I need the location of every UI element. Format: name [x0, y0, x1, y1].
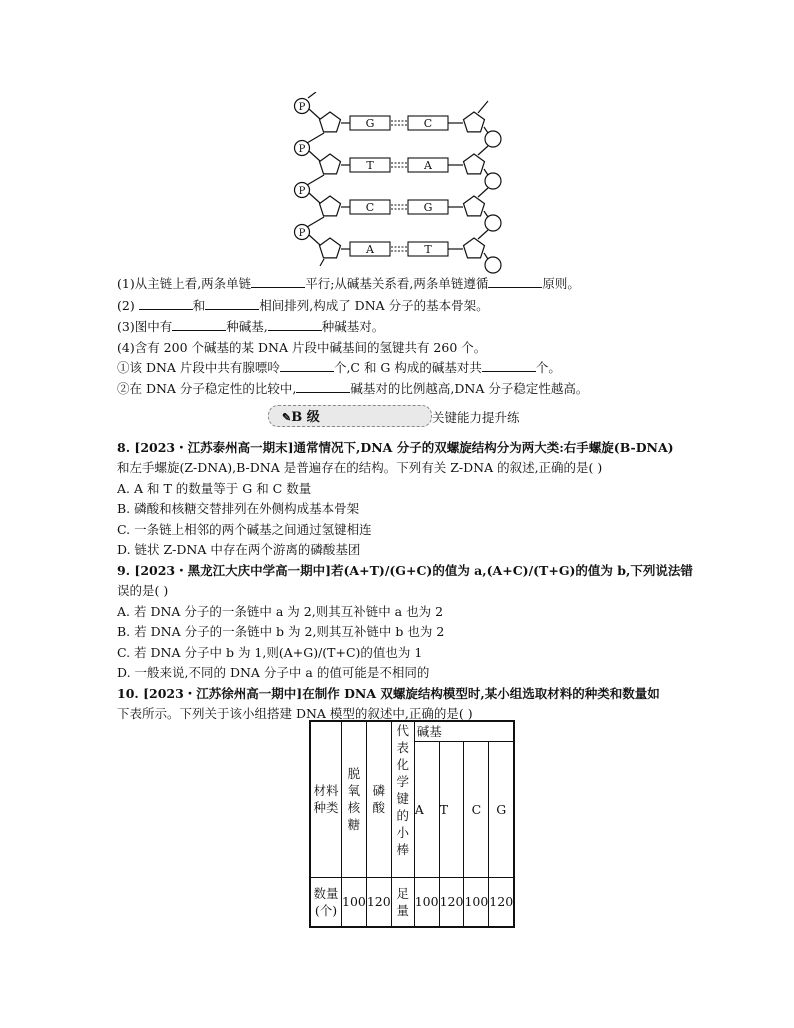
header-base-t: T: [439, 741, 464, 877]
blank: [251, 275, 305, 288]
blank: [139, 297, 193, 310]
q9-option-c: C. 若 DNA 分子中 b 为 1,则(A+G)/(T+C)的值也为 1: [117, 645, 423, 660]
base-pairs: [341, 116, 463, 256]
q7-item-5: ①该 DNA 片段中共有腺嘌呤 个,C 和 G 构成的碱基对共 个。: [117, 360, 561, 375]
cell-phosphate: 120: [366, 877, 391, 927]
q9-option-a: A. 若 DNA 分子的一条链中 a 为 2,则其互补链中 a 也为 2: [117, 604, 444, 619]
base-label-left: T: [366, 159, 374, 172]
cell-stick: 足量: [391, 877, 414, 927]
phosphate-label: P: [298, 144, 306, 155]
header-stick: 代表化学键的小棒: [391, 721, 414, 877]
deoxyribose-pentagon: [320, 112, 341, 132]
header-base-c: C: [464, 741, 489, 877]
phosphate-circle: [485, 215, 501, 231]
phosphate-label: P: [298, 102, 306, 113]
blank: [488, 275, 542, 288]
phosphodiester-bond: [484, 127, 488, 133]
strand-end: [308, 92, 316, 98]
materials-table: [309, 720, 515, 928]
section-label: ✎B 级: [282, 410, 320, 425]
backbone-link: [478, 230, 488, 239]
q7-item-2: (2) 和 相间排列,构成了 DNA 分子的基本骨架。: [117, 298, 489, 313]
right-strand: [464, 101, 502, 273]
q10-stem-line-1: 10. [2023・江苏徐州高一期中]在制作 DNA 双螺旋结构模型时,某小组选取材料的种类和数量如: [117, 686, 660, 701]
header-base-a: A: [414, 741, 439, 877]
cell-sugar: 100: [342, 877, 367, 927]
phosphate-circle: [485, 257, 501, 273]
cell-a: 100: [414, 877, 439, 927]
q7-item-4: (4)含有 200 个碱基的某 DNA 片段中碱基间的氢键共有 260 个。: [117, 340, 487, 355]
backbone-link: [478, 188, 488, 197]
deoxyribose-pentagon: [320, 238, 341, 258]
deoxyribose-pentagon: [320, 154, 341, 174]
phosphate-label: P: [298, 186, 306, 197]
q8-stem-line-2: 和左手螺旋(Z-DNA),B-DNA 是普遍存在的结构。下列有关 Z-DNA 的叙述,正确的是( ): [117, 460, 603, 475]
q9-stem-line-2: 误的是( ): [117, 583, 169, 598]
q8-stem-line-1: 8. [2023・江苏泰州高一期末]通常情况下,DNA 分子的双螺旋结构分为两大类:右手螺旋(B-DNA): [117, 440, 674, 455]
base-label-right: T: [424, 243, 432, 256]
section-title: 关键能力提升练: [432, 410, 520, 425]
base-label-left: G: [365, 117, 375, 130]
backbone-link: [307, 133, 324, 143]
deoxyribose-pentagon: [320, 196, 341, 216]
q9-stem-line-1: 9. [2023・黑龙江大庆中学高一期中]若(A+T)/(G+C)的值为 a,(A+C)/(T+G)的值为 b,下列说法错: [117, 563, 693, 578]
cell-c: 100: [464, 877, 489, 927]
q8-option-d: D. 链状 Z-DNA 中存在两个游离的磷酸基团: [117, 542, 361, 557]
base-label-right: G: [423, 201, 433, 214]
phosphodiester-bond: [484, 211, 488, 217]
dna-structure-diagram: [288, 92, 518, 274]
q7-item-3: (3)图中有 种碱基, 种碱基对。: [117, 319, 385, 334]
phosphodiester-bond: [309, 151, 320, 161]
phosphate-circle: [485, 173, 501, 189]
backbone-link: [307, 175, 324, 185]
blank: [205, 297, 259, 310]
deoxyribose-pentagon: [464, 196, 485, 216]
q9-option-b: B. 若 DNA 分子的一条链中 b 为 2,则其互补链中 b 也为 2: [117, 624, 445, 639]
base-label-right: A: [424, 159, 432, 172]
phosphodiester-bond: [484, 169, 488, 175]
base-label-left: A: [366, 243, 374, 256]
q7-item-1: (1)从主链上看,两条单链 平行;从碱基关系看,两条单链遵循 原则。: [117, 276, 580, 291]
blank: [296, 380, 350, 393]
q7-item-6: ②在 DNA 分子稳定性的比较中, 碱基对的比例越高,DNA 分子稳定性越高。: [117, 381, 589, 396]
header-phosphate: 磷酸: [366, 721, 391, 877]
header-base-g: G: [489, 741, 514, 877]
left-strand: [295, 92, 341, 266]
cell-t: 120: [439, 877, 464, 927]
phosphodiester-bond: [309, 109, 320, 119]
deoxyribose-pentagon: [464, 154, 485, 174]
blank: [172, 318, 226, 331]
row-label: 数量(个): [310, 877, 342, 927]
pencil-icon: ✎: [282, 411, 292, 424]
phosphodiester-bond: [484, 253, 488, 259]
cell-g: 120: [489, 877, 514, 927]
q8-option-b: B. 磷酸和核糖交替排列在外侧构成基本骨架: [117, 501, 360, 516]
blank: [482, 359, 536, 372]
base-label-left: C: [365, 201, 375, 214]
phosphate-circle: [485, 131, 501, 147]
header-sugar: 脱氧核糖: [342, 721, 367, 877]
deoxyribose-pentagon: [464, 112, 485, 132]
phosphodiester-bond: [309, 235, 320, 245]
base-label-right: C: [423, 117, 433, 130]
backbone-link: [307, 217, 324, 227]
backbone-link: [478, 146, 488, 155]
phosphate-label: P: [298, 228, 306, 239]
q10-stem-line-2: 下表所示。下列关于该小组搭建 DNA 模型的叙述中,正确的是( ): [117, 706, 473, 721]
header-material: 材料种类: [310, 721, 342, 877]
phosphodiester-bond: [309, 193, 320, 203]
q8-option-c: C. 一条链上相邻的两个碱基之间通过氢键相连: [117, 522, 372, 537]
q9-option-d: D. 一般来说,不同的 DNA 分子中 a 的值可能是不相同的: [117, 665, 430, 680]
strand-end: [478, 101, 488, 113]
deoxyribose-pentagon: [464, 238, 485, 258]
header-base: 碱基: [414, 721, 514, 741]
blank: [268, 318, 322, 331]
strand-end: [320, 259, 324, 266]
q8-option-a: A. A 和 T 的数量等于 G 和 C 数量: [117, 481, 312, 496]
blank: [280, 359, 334, 372]
